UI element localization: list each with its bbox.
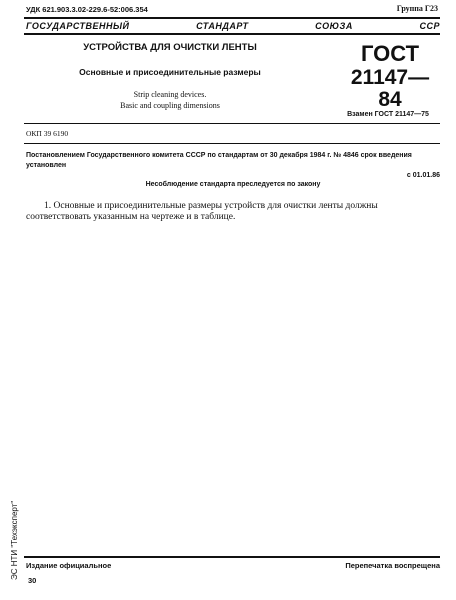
header-rule-bottom (24, 33, 440, 35)
page-number: 30 (28, 576, 37, 585)
footer-right: Перепечатка воспрещена (345, 561, 440, 570)
side-note-text: ЭС НТИ "Техэксперт" (10, 500, 19, 580)
footer-left: Издание официальное (26, 561, 112, 570)
header-band-word-2: СТАНДАРТ (196, 21, 249, 31)
title-ru: УСТРОЙСТВА ДЛЯ ОЧИСТКИ ЛЕНТЫ (83, 42, 257, 53)
title-rule (24, 123, 440, 124)
title-en: Strip cleaning devices. (133, 90, 207, 99)
effective-date: с 01.01.86 (406, 172, 440, 179)
header-band-word-3: СОЮЗА (315, 21, 353, 31)
header-band (26, 21, 440, 31)
footer-rule (24, 556, 440, 558)
okp-rule (24, 143, 440, 144)
gost-number: 21147—84 (350, 66, 430, 111)
subtitle-en: Basic and coupling dimensions (120, 101, 220, 110)
side-note (10, 440, 26, 580)
header-rule-top (24, 17, 440, 19)
okp-code: ОКП 39 6190 (26, 129, 69, 138)
replaces-note: Взамен ГОСТ 21147—75 (347, 111, 429, 118)
header-band-word-4: ССР (419, 21, 440, 31)
decree-text: Постановлением Государственного комитета СССР по стандартам от 30 декабря 1984 г. № 4846 срок введения установлен (26, 152, 412, 169)
udk-code: УДК 621.903.3.02-229.6-52:006.354 (26, 5, 148, 14)
subtitle-ru: Основные и присоединительные размеры (79, 67, 261, 77)
header-band-word-1: ГОСУДАРСТВЕННЫЙ (26, 21, 130, 31)
paragraph-1: 1. Основные и присоединительные размеры устройств для очистки ленты должны соответствовать указанным на чертеже и в таблице. (26, 201, 378, 222)
group-code: Группа Г23 (396, 4, 438, 13)
gost-label: ГОСТ (360, 41, 420, 66)
violation-note: Несоблюдение стандарта преследуется по закону (145, 181, 321, 188)
